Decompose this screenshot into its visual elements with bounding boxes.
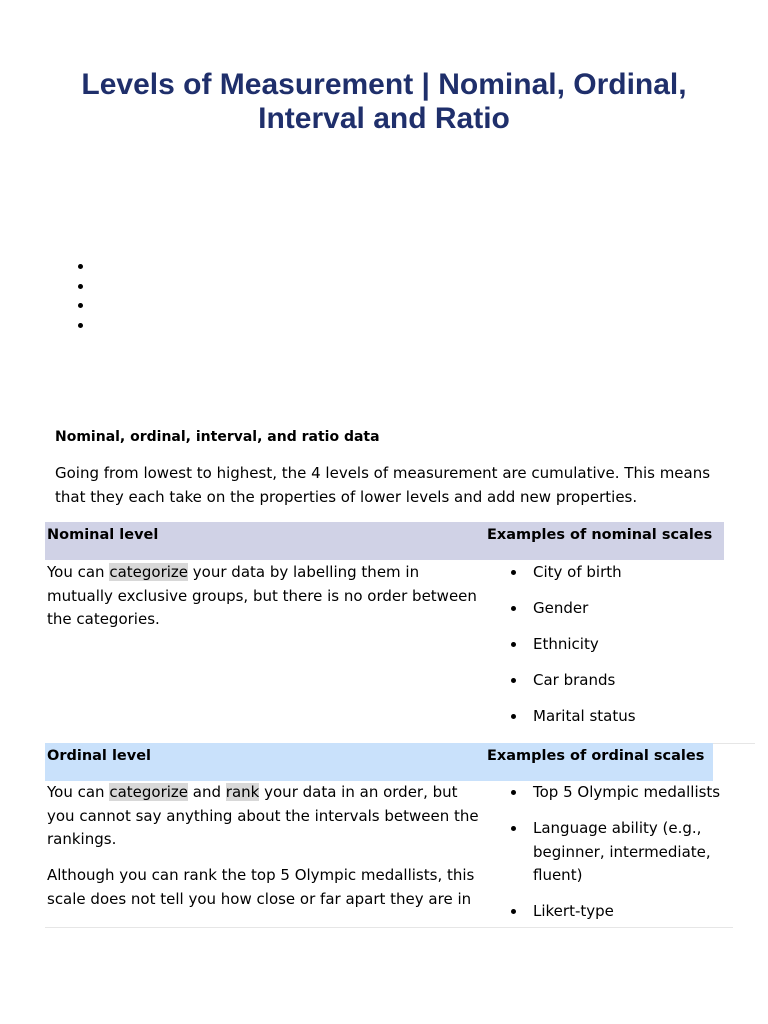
empty-bullet-list — [60, 257, 90, 335]
term-rank: rank — [225, 783, 260, 801]
nominal-description-text: your data by labelling them in mutually exclusive groups, but there is no order between the categories. — [47, 563, 477, 628]
nominal-description — [47, 561, 479, 644]
term-categorize: categorize — [109, 563, 189, 581]
nominal-description-text: You can — [47, 563, 110, 581]
divider — [45, 927, 733, 928]
section-heading: Nominal, ordinal, interval, and ratio data — [55, 429, 380, 445]
term-categorize: categorize — [109, 783, 189, 801]
nominal-examples-list — [487, 561, 723, 741]
list-item — [60, 316, 90, 336]
list-item: Gender — [487, 597, 723, 621]
ordinal-description-text: and — [188, 783, 226, 801]
ordinal-description-text: You can — [47, 783, 110, 801]
ordinal-description-text: your data in an order, but you cannot say anything about the intervals between the rankings. — [47, 783, 479, 848]
ordinal-level-header: Ordinal level — [45, 743, 485, 781]
ordinal-examples-list — [487, 781, 723, 936]
list-item: Language ability (e.g., beginner, intermediate, fluent) — [487, 817, 723, 888]
list-item: City of birth — [487, 561, 723, 585]
intro-paragraph: Going from lowest to highest, the 4 levels of measurement are cumulative. This means that they each take on the properties of lower levels and add new properties. — [55, 464, 711, 506]
list-item — [60, 296, 90, 316]
ordinal-examples-header: Examples of ordinal scales — [485, 743, 713, 781]
ordinal-note: Although you can rank the top 5 Olympic medallists, this scale does not tell you how close or far apart they are in — [47, 866, 475, 908]
list-item — [60, 257, 90, 277]
nominal-level-header: Nominal level — [45, 522, 485, 560]
ordinal-description — [47, 781, 483, 924]
list-item: Likert-type — [487, 900, 723, 924]
page-title: Levels of Measurement | Nominal, Ordinal, Interval and Ratio — [81, 68, 687, 135]
list-item: Car brands — [487, 669, 723, 693]
list-item: Marital status — [487, 705, 723, 729]
list-item: Ethnicity — [487, 633, 723, 657]
list-item: Top 5 Olympic medallists — [487, 781, 723, 805]
list-item — [60, 277, 90, 297]
nominal-examples-header: Examples of nominal scales — [485, 522, 724, 560]
